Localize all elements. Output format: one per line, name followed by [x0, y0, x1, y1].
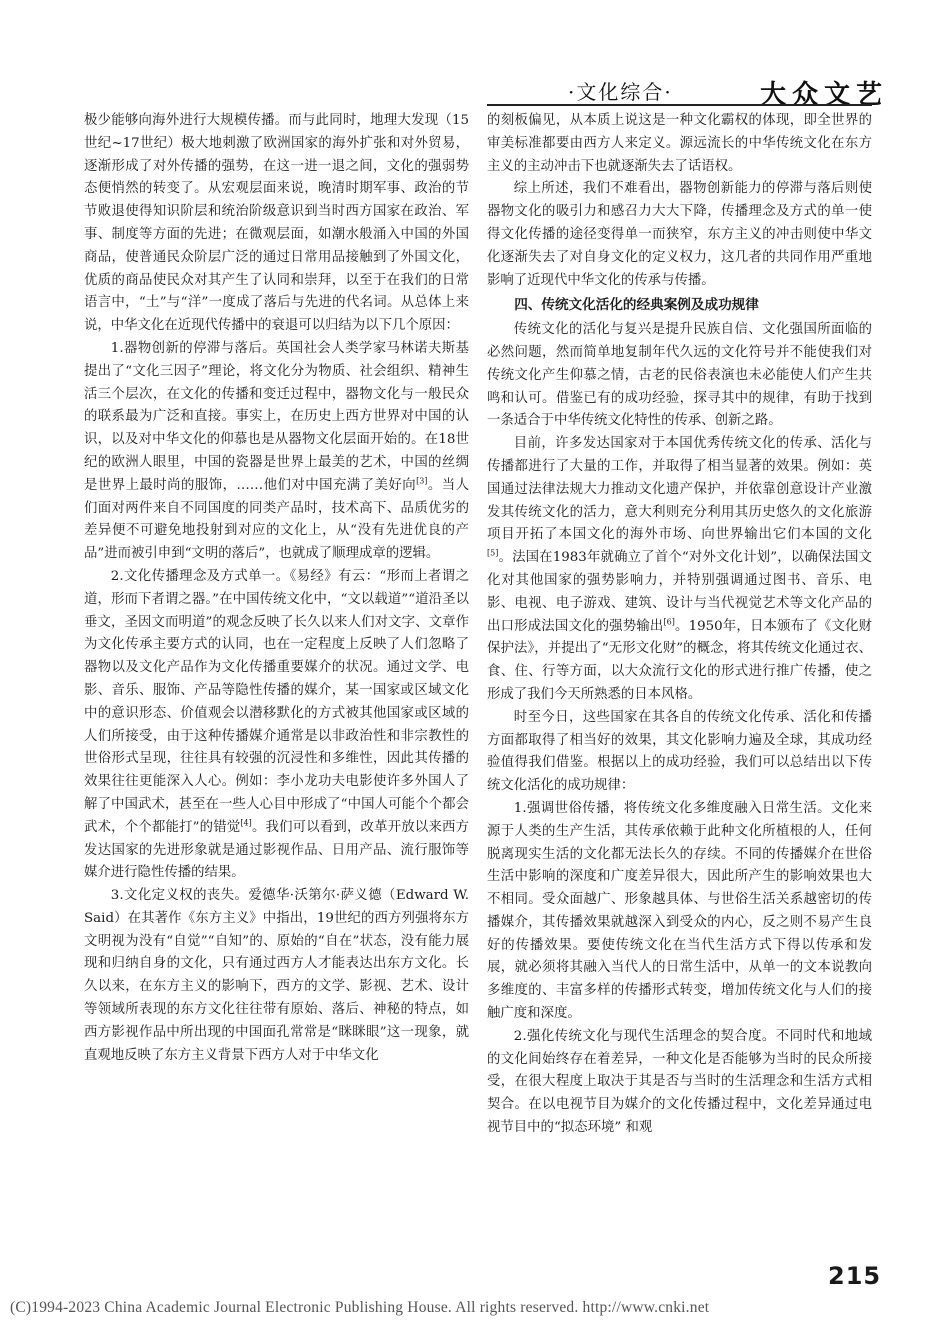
paragraph: 3.文化定义权的丧失。爱德华·沃第尔·萨义德（Edward W. Said）在其著作《东方主义》中指出，19世纪的西方列强将东方文明视为没有“自觉”“自知”的、原始的“自在”状态，没有能力展现和归纳自身的文化，只有通过西方人才能表达出东方文化。长久以来，在东方主义的影响下，西方的文学、影视、艺术、设计等领域所表现的东方文化往往带有原始、落后、神秘的特点，如西方影视作品中所出现的中国面孔常常是“眯眯眼”这一现象，就直观地反映了东方主义背景下西方人对于中华文化 [84, 888, 469, 1063]
paragraph: 1.强调世俗传播，将传统文化多维度融入日常生活。文化来源于人类的生产生活，其传承依赖于此种文化所植根的人，任何脱离现实生活的文化都无法长久的存续。不同的传播媒介在世俗生活中影响的深度和广度差异很大，因此所产生的影响效果也大不相同。受众面越广、形象越具体、与世俗生活关系越密切的传播媒介，其传播效果就越深入到受众的内心，反之则不易产生良好的传播效果。要使传统文化在当代生活方式下得以传承和发展，就必须将其融入当代人的日常生活中，从单一的文本说教向多维度的、丰富多样的传播形式转变，增加传统文化与人们的接触广度和深度。 [487, 800, 872, 1022]
citation: [5] [487, 548, 499, 558]
paragraph: 传统文化的活化与复兴是提升民族自信、文化强国所面临的必然问题，然而简单地复制年代久远的文化符号并不能使我们对传统文化产生仰慕之情，古老的民俗表演也未必能使人们产生共鸣和认可。借鉴已有的成功经验，探寻其中的规律，有助于找到一条适合于中华传统文化特性的传承、创新之路。 [487, 322, 872, 429]
journal-title: 大众文艺 [760, 80, 889, 110]
paragraph: 1.器物创新的停滞与落后。英国社会人类学家马林诺夫斯基提出了“文化三因子”理论，将文化分为物质、社会组织、精神生活三个层次，在文化的传播和变迁过程中，器物文化与一般民众的联系最为广泛和直接。事实上，在历史上西方世界对中国的认识，以及对中华文化的仰慕也是从器物文化层面开始的。在18世纪的欧洲人眼里，中国的瓷器是世界上最美的艺术，中国的丝绸是世界上最时尚的服饰，……他们对中国充满了美好向[3]。当人们面对两件来自不同国度的同类产品时，技术高下、品质优劣的差异便不可避免地投射到对应的文化上，从“没有先进优良的产品”进而被引申到“文明的落后”，也就成了顺理成章的逻辑。 [84, 340, 470, 562]
page-header [0, 74, 950, 114]
section-tag: ·文化综合· [568, 80, 673, 104]
left-column [84, 110, 469, 1067]
copyright-notice: (C)1994-2023 China Academic Journal Electronic Publishing House. All rights reserved. http://www.cnki.net [10, 1299, 710, 1316]
paragraph: 2.文化传播理念及方式单一。《易经》有云：“形而上者谓之道，形而下者谓之器。”在中国传统文化中，“文以载道”“道沿圣以垂文，圣因文而明道”的观念反映了长久以来人们对文字、文章作为文化传承主要方式的认同，也在一定程度上反映了人们忽略了器物以及文化产品作为文化传播重要媒介的状况。通过文学、电影、音乐、服饰、产品等隐性传播的媒介，某一国家或区域文化中的意识形态、价值观会以潜移默化的方式被其他国家或区域的人们所接受，由于这种传播媒介通常是以非政治性和非宗教性的世俗形式呈现，往往具有较强的沉浸性和多维性，因此其传播的效果往往更能深入人心。例如：李小龙功夫电影使许多外国人了解了中国武术，甚至在一些人心目中形成了“中国人可能个个都会武术，个个都能打”的错觉[4]。我们可以看到，改革开放以来西方发达国家的先进形象就是通过影视作品、日用产品、流行服饰等媒介进行隐性传播的结果。 [84, 568, 469, 881]
citation: [6] [663, 617, 675, 627]
citation: [3] [416, 476, 428, 486]
page-number: 215 [828, 1262, 882, 1290]
citation: [4] [240, 818, 252, 828]
paragraph: 目前，许多发达国家对于本国优秀传统文化的传承、活化与传播都进行了大量的工作，并取得了相当显著的效果。例如：英国通过法律法规大力推动文化遗产保护，并依靠创意设计产业激发其传统文化的活力，意大利则充分利用其历史悠久的文化旅游项目开拓了本国文化的海外市场、向世界输出它们本国的文化[5]。法国在1983年就确立了首个“对外文化计划”，以确保法国文化对其他国家的强势影响力，并特别强调通过图书、音乐、电影、电视、电子游戏、建筑、设计与当代视觉艺术等文化产品的出口形成法国文化的强势输出[6]。1950年，日本颁布了《文化财保护法》，并提出了“无形文化财”的概念，将其传统文化通过衣、食、住、行等方面，以大众流行文化的形式进行推广传播，使之形成了我们今天所熟悉的日本风格。 [487, 436, 872, 702]
section-heading: 四、传统文化活化的经典案例及成功规律 [514, 297, 759, 314]
right-column [487, 110, 872, 1140]
paragraph: 的刻板偏见，从本质上说这是一种文化霸权的体现，即全世界的审美标准都要由西方人来定义。源远流长的中华传统文化在东方主义的主动冲击下也就逐渐失去了话语权。 [487, 113, 872, 174]
paragraph: 综上所述，我们不难看出，器物创新能力的停滞与落后则使器物文化的吸引力和感召力大大下降，传播理念及方式的单一使得文化传播的途径变得单一而狭窄，东方主义的冲击则使中华文化逐渐失去了对自身文化的定义权力，这几者的共同作用严重地影响了近现代中华文化的传承与传播。 [487, 181, 872, 288]
paragraph: 时至今日，这些国家在其各自的传统文化传承、活化和传播方面都取得了相当好的效果，其文化影响力遍及全球，其成功经验值得我们借鉴。根据以上的成功经验，我们可以总结出以下传统文化活化的成功规律： [487, 709, 872, 794]
header-rule [487, 104, 872, 106]
paragraph: 2.强化传统文化与现代生活理念的契合度。不同时代和地域的文化间始终存在着差异，一种文化是否能够为当时的民众所接受，在很大程度上取决于其是否与当时的生活理念和生活方式相契合。在以电视节目为媒介的文化传播过程中，文化差异通过电视节目中的“拟态环境” 和观 [487, 1028, 872, 1136]
paragraph: 极少能够向海外进行大规模传播。而与此同时，地理大发现（15世纪~17世纪）极大地刺激了欧洲国家的海外扩张和对外贸易，逐渐形成了对外传播的强势，在这一进一退之间，文化的强弱势态便悄然的转变了。从宏观层面来说，晚清时期军事、政治的节节败退使得知识阶层和统治阶级意识到当时西方国家在政治、军事、制度等方面的先进；在微观层面，如潮水般涌入中国的外国商品，使普通民众阶层广泛的通过日常用品接触到了外国文化，优质的商品使民众对其产生了认同和崇拜，以至于在我们的日常语言中，“土”与“洋”一度成了落后与先进的代名词。从总体上来说，中华文化在近现代传播中的衰退可以归结为以下几个原因： [84, 113, 469, 334]
